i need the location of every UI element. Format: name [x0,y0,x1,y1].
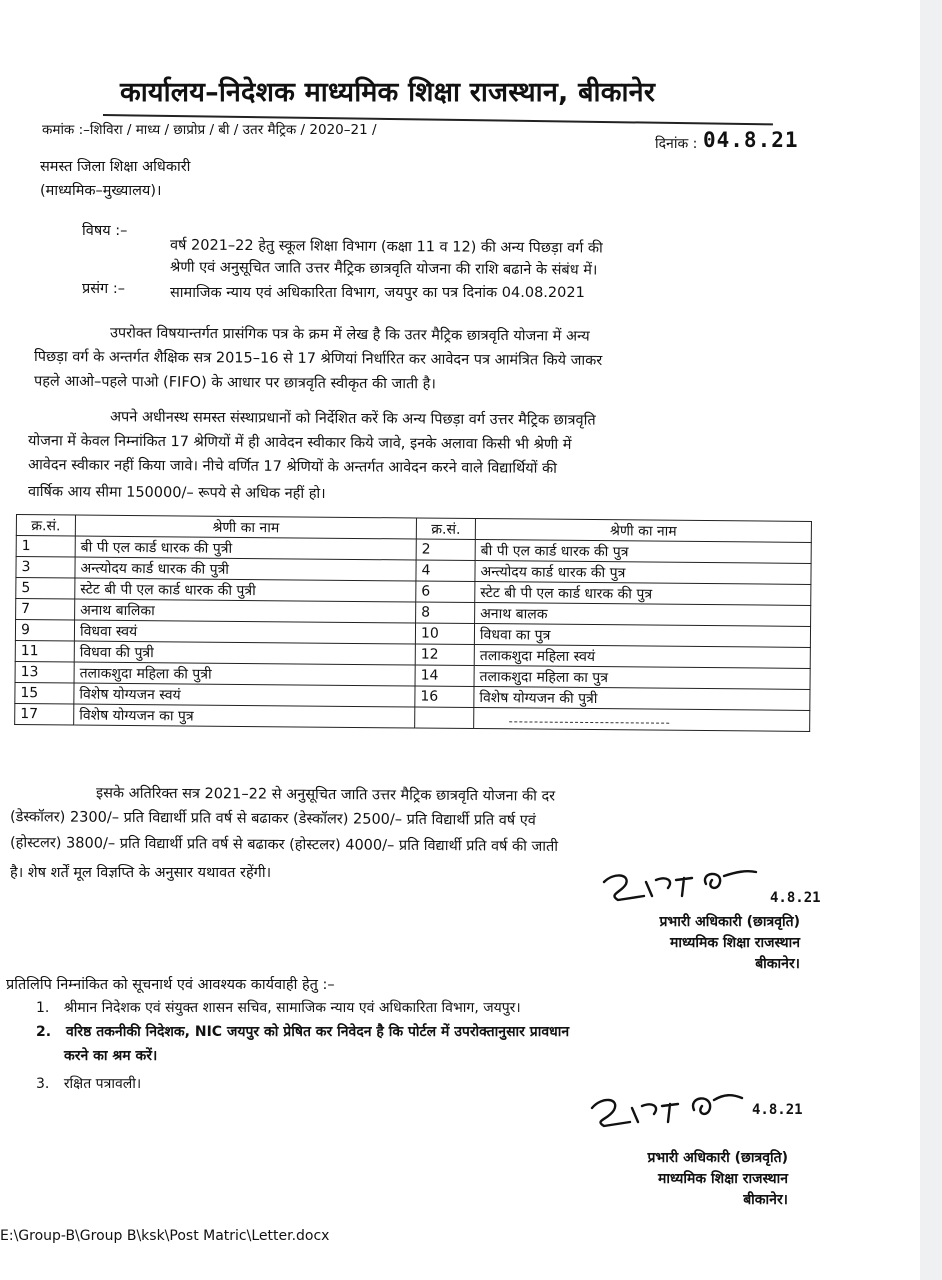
serial-cell: 15 [15,682,74,704]
item-text: श्रीमान निदेशक एवं संयुक्त शासन सचिव, सामाजिक न्याय एवं अधिकारिता विभाग, जयपुर। [63,1000,521,1016]
serial-cell: 4 [416,560,475,582]
empty-category-cell [474,708,810,732]
copy-to-heading: प्रतिलिपि निम्नांकित को सूचनार्थ एवं आवश्यक कार्यवाही हेतु :– [6,977,335,993]
recipient-line-2: (माध्यमिक–मुख्यालय)। [40,183,162,199]
copy-to-item-1 [36,998,521,1019]
department: माध्यमिक शिक्षा राजस्थान [658,1171,788,1187]
category-cell: अनाथ बालक [475,603,811,627]
copy-to-item-2 [36,1022,569,1043]
para3-line-1: इसके अतिरिक्त सत्र 2021–22 से अनुसूचित जाति उत्तर मैट्रिक छात्रवृति योजना की दर [95,785,556,805]
serial-cell: 11 [15,640,74,662]
category-cell: अन्त्योदय कार्ड धारक की पुत्र [475,561,811,585]
para1-line-3: पहले आओ–पहले पाओ (FIFO) के आधार पर छात्रवृति स्वीकृत की जाती है। [33,373,436,393]
dashed-placeholder [509,721,669,723]
subject-line-2: श्रेणी एवं अनुसूचित जाति उत्तर मैट्रिक छात्रवृति योजना की राशि बढाने के संबंध में। [169,259,598,279]
signature-1 [596,866,776,912]
serial-cell [415,707,474,729]
para3-line-3: (होस्टलर) 3800/– प्रति विद्यार्थी प्रति वर्ष से बढाकर (होस्टलर) 4000/– प्रति विद्यार्थी प्रति वर्ष की जाती [9,835,559,855]
serial-cell: 14 [415,665,474,687]
recipient-line-1: समस्त जिला शिक्षा अधिकारी [40,159,191,175]
signature-block-2 [588,1148,788,1211]
para1-line-2: पिछड़ा वर्ग के अन्तर्गत शैक्षिक सत्र 2015–16 से 17 श्रेणियां निर्धारित कर आवेदन पत्र आमंत्रित किये जाकर [33,349,603,369]
para1-line-1: उपरोक्त विषयान्तर्गत प्रासंगिक पत्र के क्रम में लेख है कि उतर मैट्रिक छात्रवृति योजना में अन्य [109,325,590,345]
category-cell: विशेष योग्यजन का पुत्र [74,704,415,728]
category-cell: अन्त्योदय कार्ड धारक की पुत्री [75,557,416,581]
serial-cell: 7 [16,599,75,621]
col-header-name-2: श्रेणी का नाम [475,519,811,543]
col-header-name-1: श्रेणी का नाम [75,515,416,539]
categories-table [14,514,812,732]
signature-2-date: 4.8.21 [752,1102,803,1118]
serial-cell: 10 [415,623,474,645]
item-number: 1. [36,1000,50,1016]
category-cell: बी पी एल कार्ड धारक की पुत्र [475,540,811,564]
category-cell: विशेष योग्यजन स्वयं [74,683,415,707]
category-cell: तलाकशुदा महिला की पुत्री [74,662,415,686]
office-title: कार्यालय–निदेशक माध्यमिक शिक्षा राजस्थान, बीकानेर [120,77,656,108]
subject-label: विषय :– [82,223,128,239]
para2-line-3: आवेदन स्वीकार नहीं किया जावे। नीचे वर्णित 17 श्रेणियों के अन्तर्गत आवेदन करने वाले विद्यार्थियों की [27,457,557,477]
designation: प्रभारी अधिकारी (छात्रवृति) [659,914,800,930]
para2-line-4: वार्षिक आय सीमा 150000/– रूपये से अधिक नहीं हो। [27,483,326,503]
handwritten-date: 04.8.21 [703,128,799,152]
serial-cell: 1 [16,536,75,558]
context-label: प्रसंग :– [82,281,125,297]
category-cell: विशेष योग्यजन की पुत्री [474,687,810,711]
date-label: दिनांक : [655,136,698,152]
designation: प्रभारी अधिकारी (छात्रवृति) [647,1150,788,1166]
serial-cell: 13 [15,661,74,683]
serial-cell: 8 [416,602,475,624]
para2-line-1: अपने अधीनस्थ समस्त संस्थाप्रधानों को निर्देशित करें कि अन्य पिछड़ा वर्ग उत्तर मैट्रिक छात्रवृति [109,409,596,429]
item-text: रक्षित पत्रावली। [63,1076,142,1092]
para3-line-2: (डेस्कॉलर) 2300/– प्रति विद्यार्थी प्रति वर्ष से बढाकर (डेस्कॉलर) 2500/– प्रति विद्यार्थी प्रति वर्ष एवं [9,809,536,829]
para2-line-2: योजना में केवल निम्नांकित 17 श्रेणियों में ही आवेदन स्वीकार किये जावे, इनके अलावा किसी भी श्रेणी में [27,433,572,453]
copy-to-item-3 [36,1074,141,1095]
category-cell: बी पी एल कार्ड धारक की पुत्री [75,536,416,560]
viewer-side-strip [920,0,942,1280]
signature-1-date: 4.8.21 [770,890,821,906]
signature-block-1 [600,912,800,975]
item-text: वरिष्ठ तकनीकी निदेशक, NIC जयपुर को प्रेषित कर निवेदन है कि पोर्टल में उपरोक्तानुसार प्रावधान [65,1024,570,1040]
copy-to-item-2-continued: करने का श्रम करें। [64,1048,158,1064]
reference-number: कमांक :–शिविरा / माध्य / छाप्रोप्र / बी / उतर मैट्रिक / 2020–21 / [42,122,377,138]
file-path: E:\Group-B\Group B\ksk\Post Matric\Letter.docx [0,1228,330,1244]
col-header-serial-1: क्र.सं. [16,515,75,537]
context-text: सामाजिक न्याय एवं अधिकारिता विभाग, जयपुर का पत्र दिनांक 04.08.2021 [170,285,585,301]
serial-cell: 2 [416,539,475,561]
category-cell: विधवा की पुत्री [74,641,415,665]
category-cell: तलाकशुदा महिला स्वयं [474,645,810,669]
serial-cell: 9 [15,620,74,642]
department: माध्यमिक शिक्षा राजस्थान [670,935,800,951]
category-cell: अनाथ बालिका [75,599,416,623]
serial-cell: 6 [416,581,475,603]
serial-cell: 17 [15,703,74,725]
place: बीकानेर। [743,1192,788,1208]
category-cell: तलाकशुदा महिला का पुत्र [474,666,810,690]
col-header-serial-2: क्र.सं. [416,518,475,540]
category-cell: विधवा स्वयं [74,620,415,644]
place: बीकानेर। [755,956,800,972]
signature-2 [586,1090,776,1138]
category-cell: स्टेट बी पी एल कार्ड धारक की पुत्री [75,578,416,602]
serial-cell: 3 [16,557,75,579]
item-number: 2. [36,1024,52,1040]
category-cell: विधवा का पुत्र [474,624,810,648]
para3-line-4: है। शेष शर्तें मूल विज्ञप्ति के अनुसार यथावत रहेंगी। [10,865,272,881]
serial-cell: 16 [415,686,474,708]
serial-cell: 5 [16,578,75,600]
item-number: 3. [36,1076,50,1092]
serial-cell: 12 [415,644,474,666]
subject-line-1: वर्ष 2021–22 हेतु स्कूल शिक्षा विभाग (कक्षा 11 व 12) की अन्य पिछड़ा वर्ग की [169,237,603,257]
category-cell: स्टेट बी पी एल कार्ड धारक की पुत्र [475,582,811,606]
